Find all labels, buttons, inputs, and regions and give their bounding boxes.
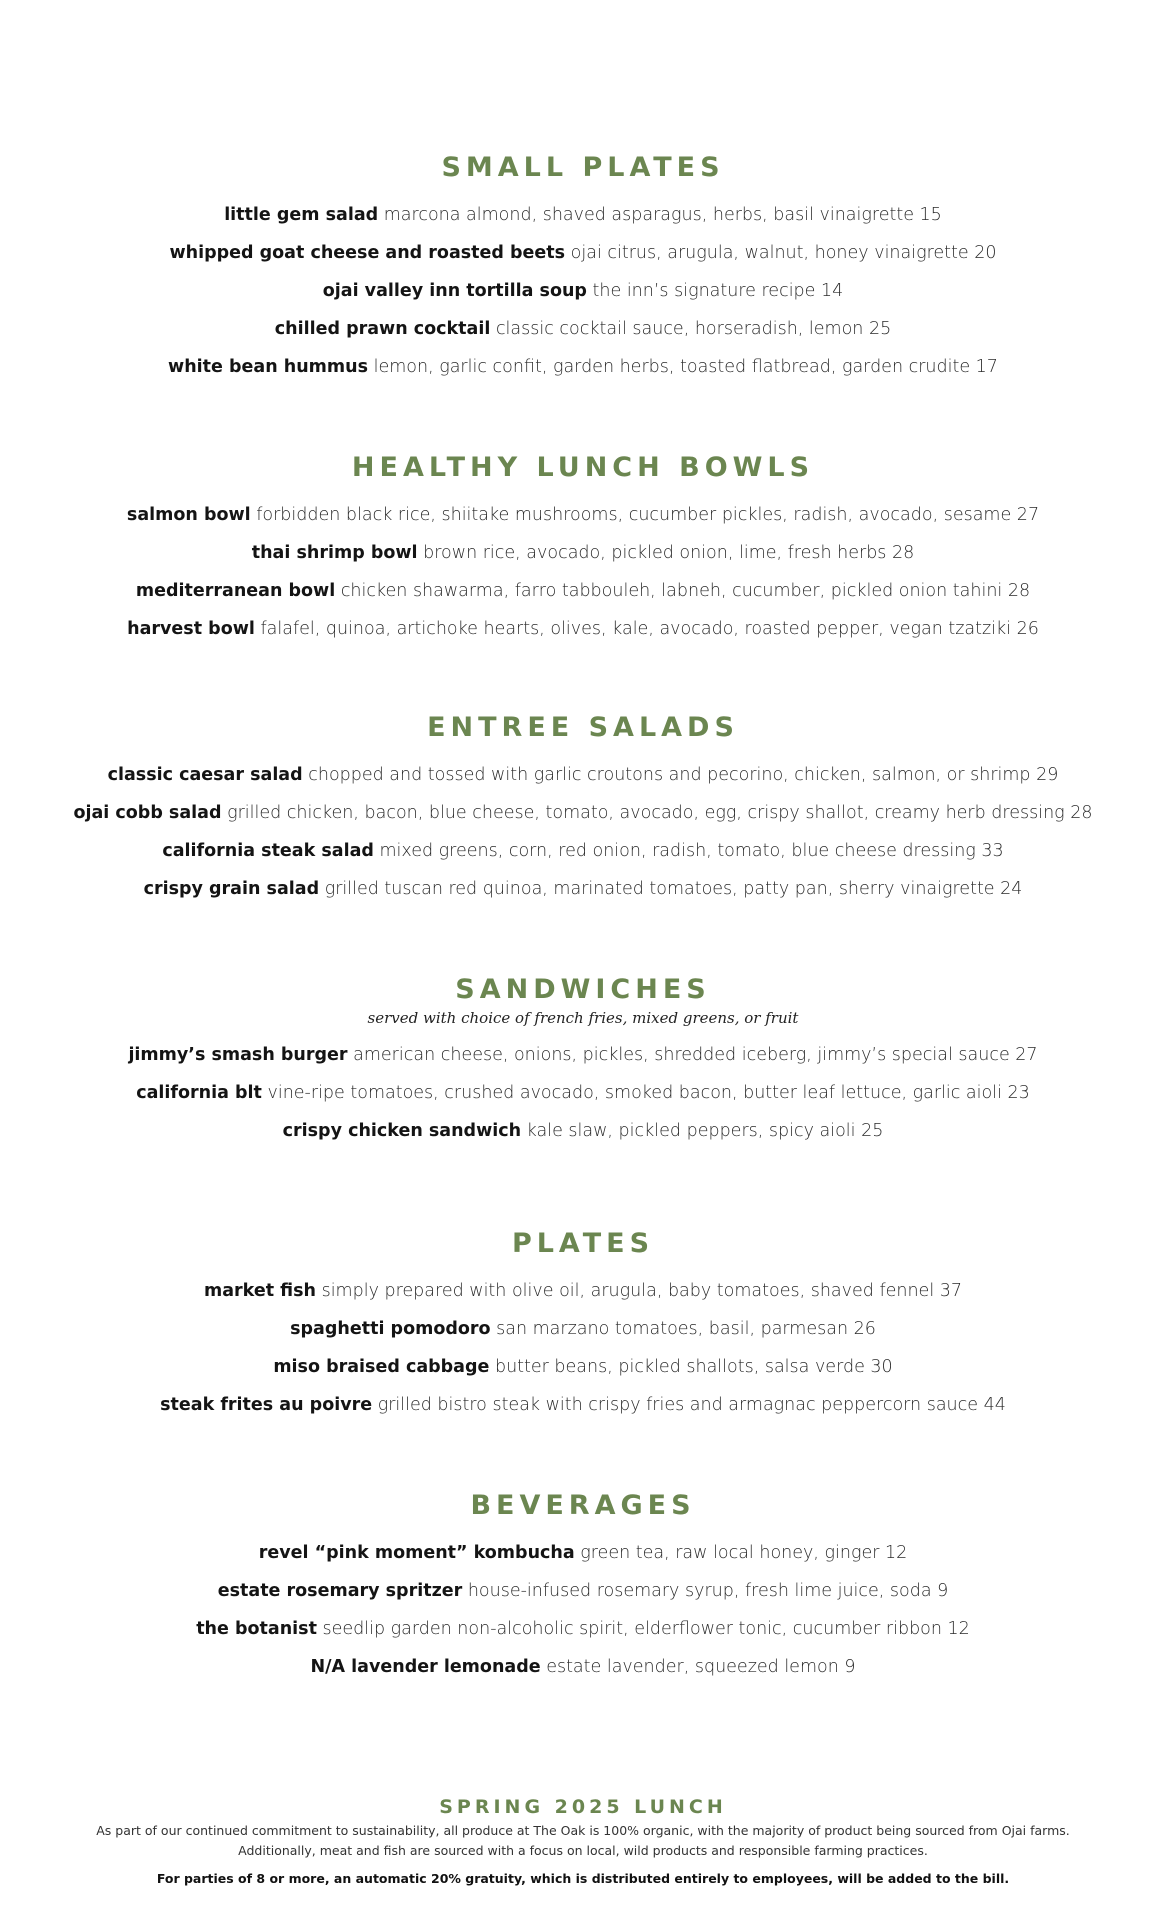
- menu-item: [0, 1310, 1166, 1348]
- item-desc: classic cocktail sauce, horseradish, lemon 25: [495, 319, 892, 339]
- sustainability-note-line-1: As part of our continued commitment to sustainability, all produce at The Oak is 100% organic, with the majority of product being sourced from Ojai farms.: [96, 1823, 1070, 1838]
- item-desc: estate lavender, squeezed lemon 9: [546, 1657, 856, 1677]
- item-desc: marcona almond, shaved asparagus, herbs, basil vinaigrette 15: [383, 205, 942, 225]
- item-desc: vine-ripe tomatoes, crushed avocado, smoked bacon, butter leaf lettuce, garlic aioli 23: [267, 1083, 1030, 1103]
- menu-item: [0, 272, 1166, 310]
- section-subtitle: served with choice of french fries, mixed greens, or fruit: [367, 1009, 799, 1027]
- item-desc: ojai citrus, arugula, walnut, honey vinaigrette 20: [570, 243, 997, 263]
- item-desc: chopped and tossed with garlic croutons and pecorino, chicken, salmon, or shrimp 29: [308, 765, 1059, 785]
- menu-item: [0, 534, 1166, 572]
- item-name: mediterranean bowl: [135, 581, 336, 601]
- item-desc: grilled bistro steak with crispy fries and armagnac peppercorn sauce 44: [377, 1395, 1006, 1415]
- item-name: little gem salad: [224, 205, 379, 225]
- item-desc: simply prepared with olive oil, arugula, baby tomatoes, shaved fennel 37: [321, 1281, 963, 1301]
- gratuity-note: For parties of 8 or more, an automatic 20% gratuity, which is distributed entirely to employees, will be added to the bill.: [156, 1871, 1010, 1886]
- item-desc: mixed greens, corn, red onion, radish, tomato, blue cheese dressing 33: [379, 841, 1004, 861]
- item-name: miso braised cabbage: [273, 1357, 490, 1377]
- menu-item: [0, 572, 1166, 610]
- item-desc: forbidden black rice, shiitake mushrooms, cucumber pickles, radish, avocado, sesame 27: [256, 505, 1040, 525]
- section-sandwiches: [0, 972, 1166, 1150]
- item-desc: seedlip garden non-alcoholic spirit, elderflower tonic, cucumber ribbon 12: [322, 1619, 970, 1639]
- item-desc: lemon, garlic confit, garden herbs, toasted flatbread, garden crudite 17: [373, 357, 998, 377]
- menu-item: [0, 1648, 1166, 1686]
- menu-item: [0, 756, 1166, 794]
- item-desc: chicken shawarma, farro tabbouleh, labneh, cucumber, pickled onion tahini 28: [340, 581, 1031, 601]
- item-desc: kale slaw, pickled peppers, spicy aioli 25: [526, 1121, 884, 1141]
- menu-item: [0, 1112, 1166, 1150]
- section-title: SANDWICHES: [455, 974, 711, 1005]
- item-name: crispy chicken sandwich: [282, 1121, 522, 1141]
- section-title: BEVERAGES: [470, 1490, 696, 1521]
- item-name: ojai cobb salad: [73, 803, 222, 823]
- menu-item: [0, 832, 1166, 870]
- item-desc: grilled chicken, bacon, blue cheese, tomato, avocado, egg, crispy shallot, creamy herb dressing 28: [227, 803, 1093, 823]
- item-desc: the inn’s signature recipe 14: [592, 281, 844, 301]
- menu-item: [0, 1386, 1166, 1424]
- section-healthy-lunch-bowls: [0, 450, 1166, 648]
- menu-item: [0, 870, 1166, 908]
- item-name: estate rosemary spritzer: [217, 1581, 463, 1601]
- menu-item: [0, 1572, 1166, 1610]
- item-name: the botanist: [196, 1619, 317, 1639]
- section-small-plates: [0, 150, 1166, 386]
- item-name: crispy grain salad: [143, 879, 320, 899]
- item-desc: green tea, raw local honey, ginger 12: [580, 1543, 908, 1563]
- section-title: ENTREE SALADS: [427, 712, 739, 743]
- menu-item: [0, 610, 1166, 648]
- item-name: N/A lavender lemonade: [310, 1657, 541, 1677]
- item-name: ojai valley inn tortilla soup: [322, 281, 587, 301]
- menu-item: [0, 1610, 1166, 1648]
- menu-item: [0, 1348, 1166, 1386]
- item-name: salmon bowl: [126, 505, 251, 525]
- menu-item: [0, 496, 1166, 534]
- item-desc: san marzano tomatoes, basil, parmesan 26: [496, 1319, 876, 1339]
- item-desc: butter beans, pickled shallots, salsa verde 30: [494, 1357, 893, 1377]
- menu-item: [0, 1036, 1166, 1074]
- item-name: california steak salad: [162, 841, 374, 861]
- item-name: chilled prawn cocktail: [274, 319, 491, 339]
- item-name: market fish: [203, 1281, 316, 1301]
- item-desc: falafel, quinoa, artichoke hearts, olives, kale, avocado, roasted pepper, vegan tzatziki 26: [260, 619, 1039, 639]
- item-desc: house-infused rosemary syrup, fresh lime juice, soda 9: [467, 1581, 949, 1601]
- section-plates: [0, 1226, 1166, 1424]
- item-desc: brown rice, avocado, pickled onion, lime, fresh herbs 28: [423, 543, 915, 563]
- menu-item: [0, 234, 1166, 272]
- item-name: revel “pink moment” kombucha: [258, 1543, 575, 1563]
- item-name: jimmy’s smash burger: [128, 1045, 348, 1065]
- menu-item: [0, 196, 1166, 234]
- section-title: SMALL PLATES: [441, 152, 725, 183]
- item-name: spaghetti pomodoro: [290, 1319, 491, 1339]
- item-name: white bean hummus: [168, 357, 369, 377]
- item-desc: american cheese, onions, pickles, shredded iceberg, jimmy’s special sauce 27: [353, 1045, 1038, 1065]
- menu-item: [0, 1272, 1166, 1310]
- item-name: whipped goat cheese and roasted beets: [169, 243, 566, 263]
- menu-item: [0, 310, 1166, 348]
- sustainability-note-line-2: Additionally, meat and fish are sourced with a focus on local, wild products and responsible farming practices.: [238, 1843, 928, 1858]
- item-desc: grilled tuscan red quinoa, marinated tomatoes, patty pan, sherry vinaigrette 24: [324, 879, 1023, 899]
- menu-edition-title: SPRING 2025 LUNCH: [439, 1796, 727, 1818]
- item-name: classic caesar salad: [107, 765, 303, 785]
- section-title: PLATES: [511, 1228, 655, 1259]
- item-name: california blt: [136, 1083, 262, 1103]
- section-entree-salads: [0, 710, 1166, 908]
- menu-item: [0, 794, 1166, 832]
- item-name: steak frites au poivre: [160, 1395, 373, 1415]
- section-beverages: [0, 1488, 1166, 1686]
- item-name: thai shrimp bowl: [251, 543, 418, 563]
- menu-item: [0, 1534, 1166, 1572]
- item-name: harvest bowl: [127, 619, 255, 639]
- menu-footer: [0, 1793, 1166, 1889]
- menu-item: [0, 1074, 1166, 1112]
- section-title: HEALTHY LUNCH BOWLS: [351, 452, 815, 483]
- menu-item: [0, 348, 1166, 386]
